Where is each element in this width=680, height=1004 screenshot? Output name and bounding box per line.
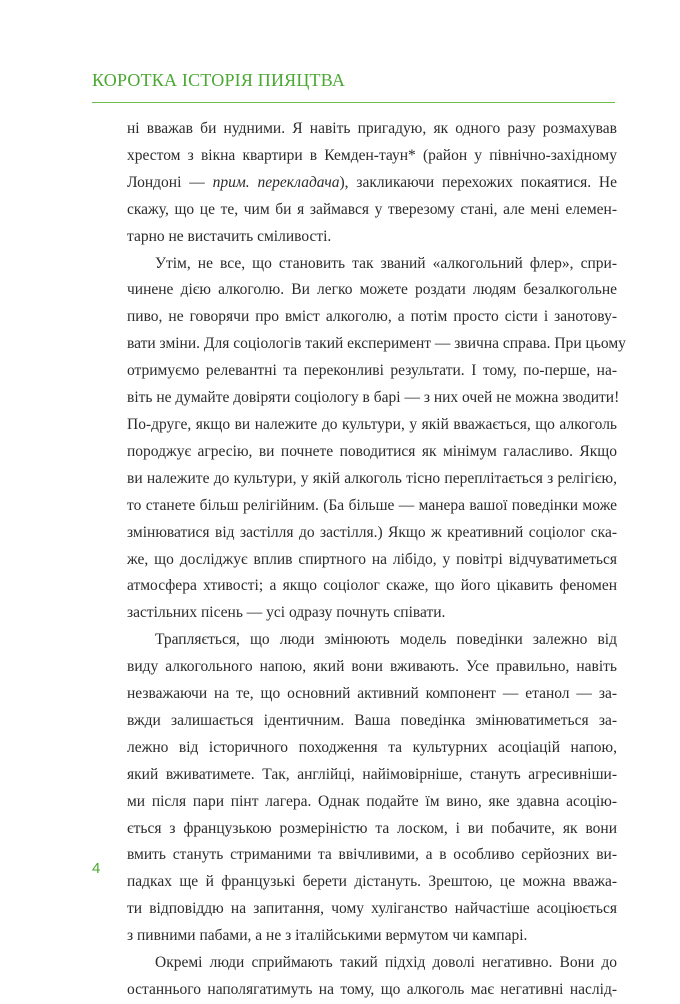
text-line: вжди залишається ідентичним. Ваша поведінка змінюватиметься за- [127,711,617,729]
body-text [127,116,626,1004]
text-line: ви належите до культури, у якій алкоголь тісно переплітається з релігією, [127,469,617,487]
text-line: останнього наполягатимуть на тому, що алкоголь має негативні наслід- [127,981,617,998]
text-line: Лондоні — прим. перекладача), закликаючи перехожих покаятися. Не [127,173,617,191]
text-line: який вживатимете. Так, англійці, найімовірніше, стануть агресивніши- [127,765,617,783]
text-line: то станете більш релігійним. (Ба більше — манера вашої поведінки може [127,496,617,514]
text-line: Трапляється, що люди змінюють модель поведінки залежно від [155,631,617,649]
text-line: вати зміни. Для соціологів такий експеримент — звична справа. При цьому [127,335,626,353]
text-line: атмосфера хтивості; а якщо соціолог скаже, що його цікавить феномен [127,577,617,595]
text-line: отримуємо релевантні та переконливі результати. І тому, по-перше, на- [127,362,617,380]
text-line: незважаючи на те, що основний активний компонент — етанол — за- [127,685,617,703]
text-line: пиво, не говорячи про вміст алкоголю, а потім просто сісти і занотову- [127,308,617,326]
text-line: лежно від історичного походження та культурних асоціацій напою, [127,738,617,756]
text-line: вмить стануть стриманими та ввічливими, а в особливо серйозних ви- [127,846,617,864]
text-line: же, що досліджує вплив спиртного на лібідо, у повітрі відчуватиметься [127,550,617,568]
text-line: чинене дією алкоголю. Ви легко можете роздати людям безалкогольне [127,281,617,299]
text-line: падках ще й французькі берети дістануть. Зрештою, це можна вважа- [127,873,617,891]
text-line: виду алкогольного напою, який вони вживають. Усе правильно, навіть [127,658,617,676]
text-line: застільних пісень — усі одразу почнуть співати. [127,604,446,622]
text-line: ми після пари пінт лагера. Однак подайте їм вино, яке здавна асоцію- [127,792,617,810]
text-line: породжує агресію, ви почнете поводитися як мінімум галасливо. Якщо [127,442,617,460]
text-line: скажу, що це те, чим би я займався у тверезому стані, але мені елемен- [127,200,617,218]
text-line: віть не думайте довіряти соціологу в барі — з них очей не можна зводити! [127,389,620,407]
page-number: 4 [92,860,101,877]
text-line: хрестом з вікна квартири в Кемден-таун* (район у північно-західному [127,146,617,164]
text-line: ється з французькою розмеріністю та лоском, і ви побачите, як вони [127,819,617,837]
running-head: КОРОТКА ІСТОРІЯ ПИЯЦТВА [92,70,346,90]
text-line: з пивними пабами, а не з італійськими вермутом чи кампарі. [127,927,528,945]
text-line: змінюватися від застілля до застілля.) Якщо ж креативний соціолог ска- [127,523,617,541]
text-line: Утім, не все, що становить так званий «алкогольний флер», спри- [155,254,617,272]
text-line: тарно не вистачить сміливості. [127,227,332,245]
text-line: ні вважав би нудними. Я навіть пригадую, як одного разу розмахував [127,120,617,137]
header-rule [92,102,615,103]
text-line: По-друге, якщо ви належите до культури, у якій вважається, що алкоголь [127,415,617,433]
text-line: Окремі люди сприймають такий підхід доволі негативно. Вони до [155,954,617,972]
text-line: ти відповіддю на запитання, чому хуліганство найчастіше асоціюється [127,900,617,918]
